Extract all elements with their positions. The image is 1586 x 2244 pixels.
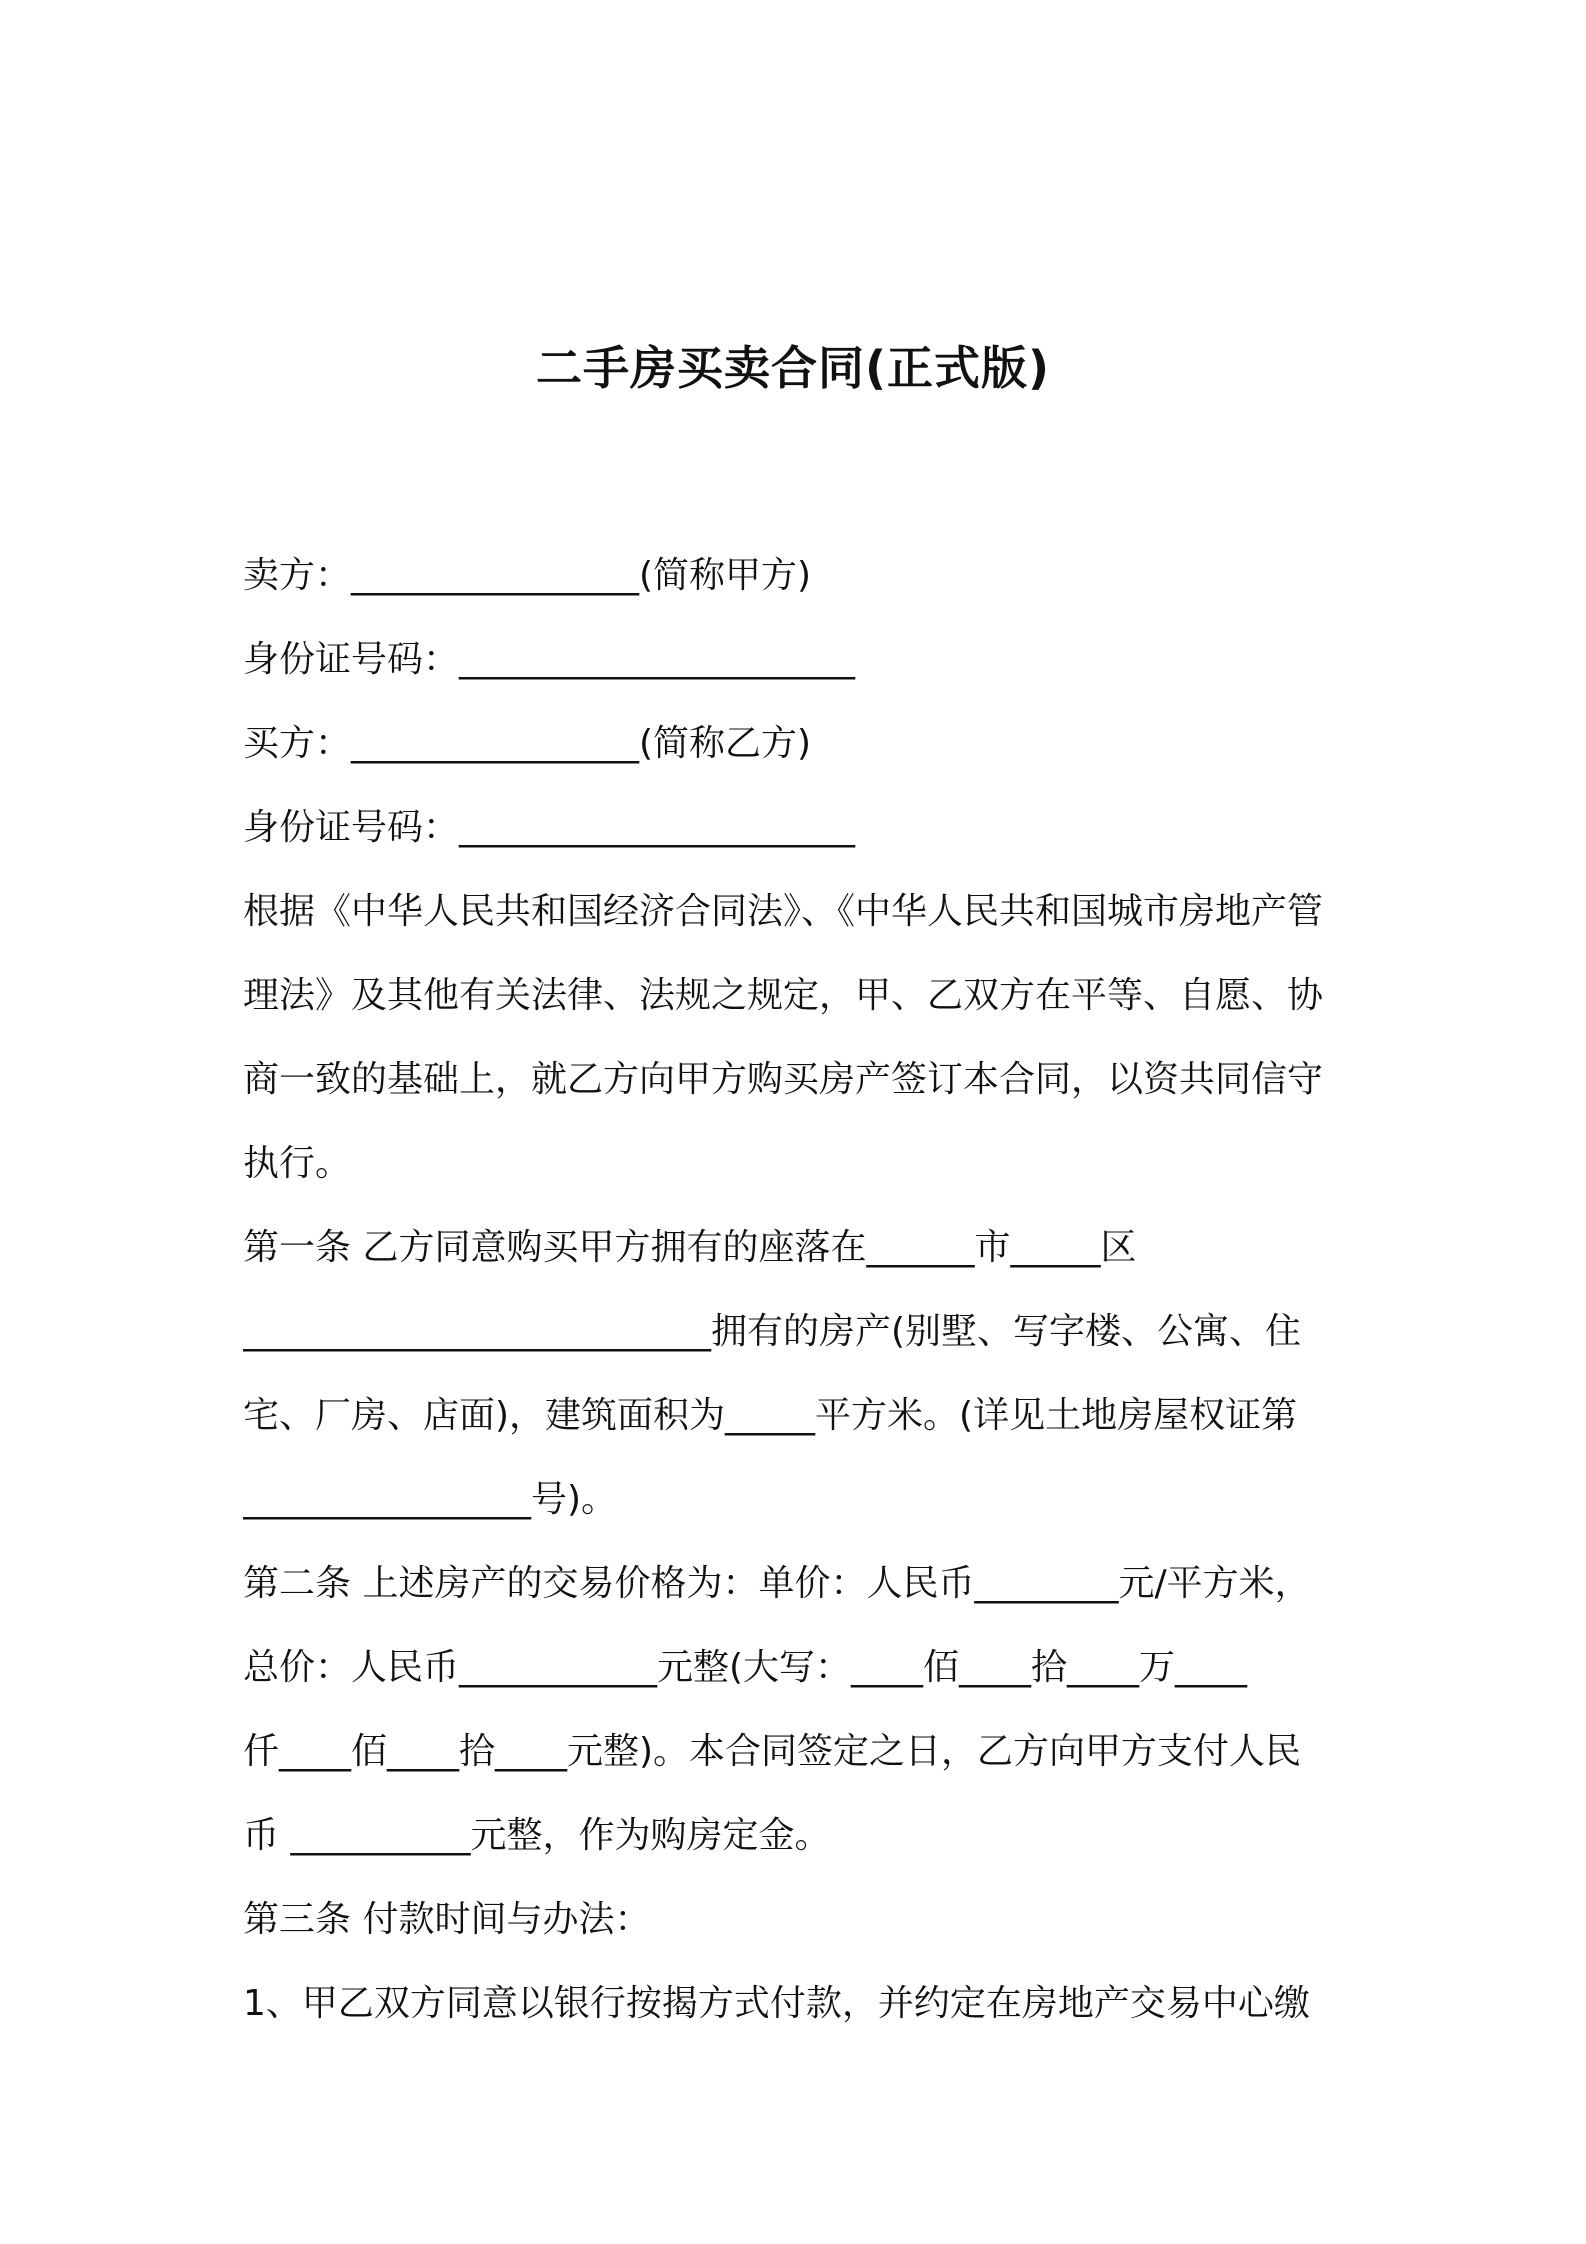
article-two-line: 仟____佰____拾____元整)。本合同签定之日，乙方向甲方支付人民	[243, 1731, 1302, 1772]
article-three-line: 第三条 付款时间与办法：	[243, 1899, 651, 1940]
article-one-line: 第一条 乙方同意购买甲方拥有的座落在______市_____区	[243, 1227, 1137, 1268]
article-two-line: 总价：人民币___________元整(大写：____佰____拾____万____	[243, 1647, 1248, 1688]
article-two-line: 币 __________元整，作为购房定金。	[243, 1815, 831, 1856]
seller-line: 卖方：________________(简称甲方)	[243, 555, 812, 596]
article-three-line: 1、甲乙双方同意以银行按揭方式付款，并约定在房地产交易中心缴	[243, 1983, 1310, 2024]
document-title: 二手房买卖合同(正式版)	[535, 341, 1051, 395]
buyer-id-line: 身份证号码：______________________	[243, 807, 856, 848]
article-one-line: 宅、厂房、店面)，建筑面积为_____平方米。(详见土地房屋权证第	[243, 1395, 1298, 1436]
document-body	[243, 534, 1353, 2046]
buyer-line: 买方：________________(简称乙方)	[243, 723, 812, 764]
article-one-line: __________________________拥有的房产(别墅、写字楼、公寓、住	[243, 1311, 1302, 1352]
seller-id-line: 身份证号码：______________________	[243, 639, 856, 680]
preamble-line: 理法》及其他有关法律、法规之规定，甲、乙双方在平等、自愿、协	[243, 975, 1324, 1016]
preamble-line: 执行。	[243, 1143, 352, 1184]
article-one-line: ________________号)。	[243, 1479, 618, 1520]
preamble-line: 根据《中华人民共和国经济合同法》、《中华人民共和国城市房地产管	[243, 891, 1324, 932]
article-two-line: 第二条 上述房产的交易价格为：单价：人民币________元/平方米，	[243, 1563, 1311, 1604]
preamble-line: 商一致的基础上，就乙方向甲方购买房产签订本合同，以资共同信守	[243, 1059, 1324, 1100]
